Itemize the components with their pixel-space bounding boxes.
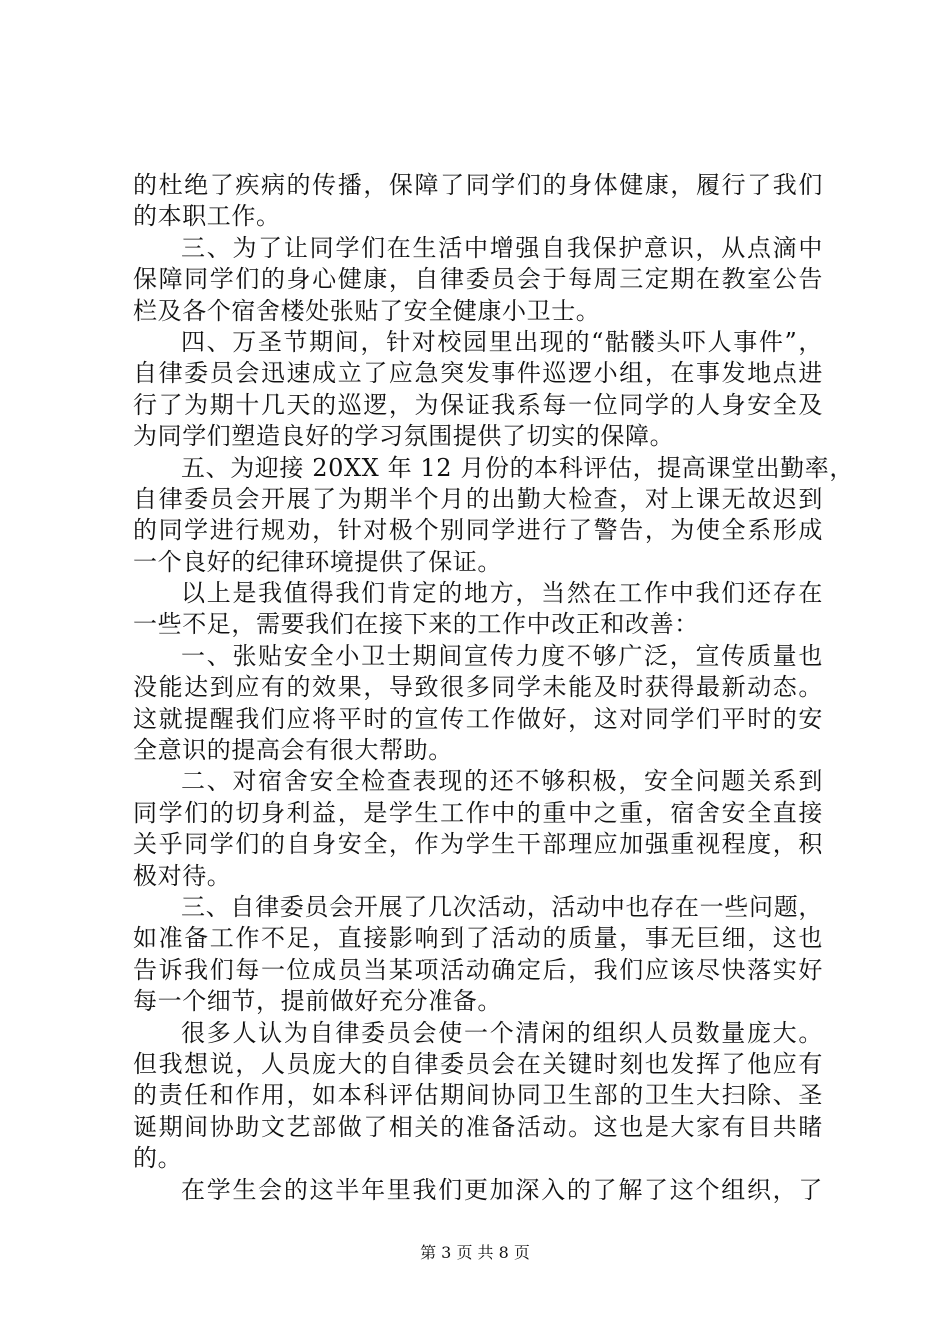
page-footer: 第 3 页 共 8 页 — [420, 1243, 530, 1262]
text-line: 三、为了让同学们在生活中增强自我保护意识，从点滴中 — [181, 233, 823, 262]
text-line: 没能达到应有的效果，导致很多同学未能及时获得最新动态。 — [133, 673, 823, 702]
text-line: 的杜绝了疾病的传播，保障了同学们的身体健康，履行了我们 — [133, 171, 823, 199]
text-line: 行了为期十几天的巡逻，为保证我系每一位同学的人身安全及 — [133, 390, 823, 419]
text-line: 四、万圣节期间，针对校园里出现的“骷髅头吓人事件”， — [181, 327, 823, 356]
text-line: 自律委员会迅速成立了应急突发事件巡逻小组，在事发地点进 — [133, 359, 823, 388]
text-line: 这就提醒我们应将平时的宣传工作做好，这对同学们平时的安 — [133, 704, 823, 733]
text-line: 一些不足，需要我们在接下来的工作中改正和改善： — [133, 610, 699, 639]
text-line: 的责任和作用，如本科评估期间协同卫生部的卫生大扫除、圣 — [133, 1081, 823, 1110]
text-line: 全意识的提高会有很大帮助。 — [133, 736, 453, 765]
text-line: 的。 — [133, 1144, 183, 1173]
text-line: 保障同学们的身心健康，自律委员会于每周三定期在教室公告 — [133, 265, 823, 294]
text-line: 同学们的切身利益，是学生工作中的重中之重，宿舍安全直接 — [133, 798, 823, 827]
text-line: 在学生会的这半年里我们更加深入的了解了这个组织，了 — [181, 1175, 823, 1204]
text-line: 每一个细节，提前做好充分准备。 — [133, 987, 502, 1016]
text-line: 五、为迎接 20XX 年 12 月份的本科评估，提高课堂出勤率， — [181, 453, 854, 482]
text-line: 二、对宿舍安全检查表现的还不够积极，安全问题关系到 — [181, 767, 823, 796]
text-line: 很多人认为自律委员会使一个清闲的组织人员数量庞大。 — [181, 1018, 823, 1047]
text-line: 极对待。 — [133, 861, 232, 890]
text-line: 诞期间协助文艺部做了相关的准备活动。这也是大家有目共睹 — [133, 1112, 823, 1141]
text-line: 关乎同学们的自身安全，作为学生干部理应加强重视程度，积 — [133, 830, 823, 859]
text-line: 如准备工作不足，直接影响到了活动的质量，事无巨细，这也 — [133, 924, 823, 953]
text-line: 一个良好的纪律环境提供了保证。 — [133, 547, 502, 576]
document-body — [133, 170, 854, 1206]
text-line: 为同学们塑造良好的学习氛围提供了切实的保障。 — [133, 422, 675, 451]
text-line: 以上是我值得我们肯定的地方，当然在工作中我们还存在 — [181, 579, 823, 608]
text-line: 的本职工作。 — [133, 202, 281, 231]
text-line: 自律委员会开展了为期半个月的出勤大检查，对上课无故迟到 — [133, 484, 823, 513]
text-line: 告诉我们每一位成员当某项活动确定后，我们应该尽快落实好 — [133, 955, 823, 984]
text-line: 三、自律委员会开展了几次活动，活动中也存在一些问题， — [181, 892, 823, 921]
text-line: 一、张贴安全小卫士期间宣传力度不够广泛，宣传质量也 — [181, 641, 823, 670]
text-line: 但我想说，人员庞大的自律委员会在关键时刻也发挥了他应有 — [133, 1049, 823, 1078]
text-line: 的同学进行规劝，针对极个别同学进行了警告，为使全系形成 — [133, 516, 823, 545]
text-line: 栏及各个宿舍楼处张贴了安全健康小卫士。 — [133, 296, 601, 325]
